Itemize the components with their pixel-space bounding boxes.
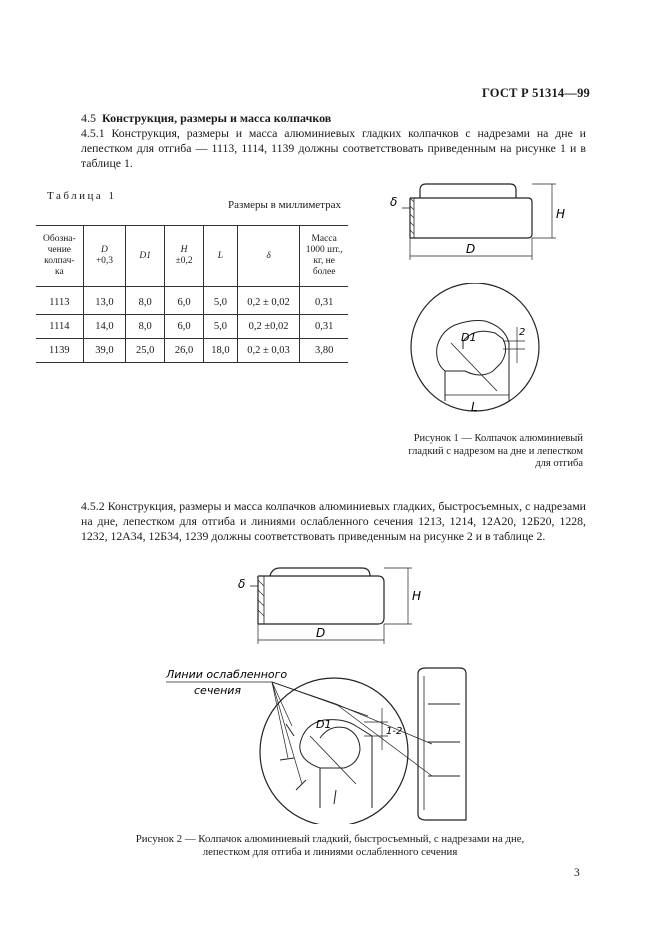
table-cell: 0,2 ± 0,03 — [237, 339, 300, 363]
table-cell: 1114 — [36, 315, 83, 339]
document-header: ГОСТ Р 51314—99 — [481, 86, 590, 100]
table-cell: 26,0 — [165, 339, 204, 363]
page-number: 3 — [574, 867, 580, 879]
table-cell: 5,0 — [204, 315, 238, 339]
table-cell: 0,31 — [300, 287, 348, 315]
figure-2-caption: Рисунок 2 — Колпачок алюминиевый гладкий, быстросъемный, с надрезами на дне, лепестком для отгиба и линиями ослабленного сечения — [135, 833, 525, 858]
fig2-h-label: H — [412, 589, 422, 603]
header-d: D +0,3 — [83, 226, 125, 287]
table-cell: 6,0 — [165, 287, 204, 315]
fig2-weak-lines-label-1: Линии ослабленного — [166, 668, 288, 681]
section-heading — [81, 111, 331, 126]
table-cell: 0,2 ± 0,02 — [237, 287, 300, 315]
header-delta: δ — [237, 226, 300, 287]
table-row — [36, 315, 348, 339]
fig2-weak-lines-label-2: сечения — [194, 684, 242, 697]
table-cell: 14,0 — [83, 315, 125, 339]
table-cell: 5,0 — [204, 287, 238, 315]
table-cell: 3,80 — [300, 339, 348, 363]
table-cell: 1139 — [36, 339, 83, 363]
figure-1-caption: Рисунок 1 — Колпачок алюминиевый гладкий с надрезом на дне и лепестком для отгиба — [408, 433, 583, 469]
table-cell: 8,0 — [126, 315, 165, 339]
table-units: Размеры в миллиметрах — [228, 199, 341, 211]
table-cell: 0,2 ±0,02 — [237, 315, 300, 339]
fig1-d1-label: D1 — [461, 331, 477, 344]
table-cell: 6,0 — [165, 315, 204, 339]
header-mass: Масса 1000 шт., кг, не более — [300, 226, 348, 287]
figure-2-side-view — [232, 560, 432, 648]
table-cell: 13,0 — [83, 287, 125, 315]
table-caption: Таблица 1 — [47, 190, 117, 202]
section-number: 4.5 — [81, 111, 96, 125]
table-row — [36, 287, 348, 315]
fig2-d1-label: D1 — [316, 718, 332, 731]
fig2-delta-label: δ — [238, 577, 246, 591]
header-h: H ±0,2 — [165, 226, 204, 287]
fig2-one-two-label: 1-2 — [386, 726, 403, 737]
fig1-d-label: D — [466, 242, 476, 256]
fig1-two-label: 2 — [519, 327, 526, 338]
fig1-delta-label: δ — [390, 195, 398, 209]
figure-1-side-view — [380, 176, 580, 266]
table-cell: 39,0 — [83, 339, 125, 363]
table-cell: 1113 — [36, 287, 83, 315]
paragraph-4-5-2: 4.5.2 Конструкция, размеры и масса колпачков алюминиевых гладких, быстросъемных, с надрезами на дне, лепестком для отгиба и линиями ослабленного сечения 1213, 1214, 12А20, 12Б20, 1228, 1232, 12А34, 12Б34, 1239 должны соответствовать приведенным на рисунке 2 и в таблице 2. — [81, 499, 586, 543]
fig1-h-label: H — [556, 207, 566, 221]
header-d1: D1 — [126, 226, 165, 287]
header-l: L — [204, 226, 238, 287]
table-cell: 8,0 — [126, 287, 165, 315]
header-designation: Обозна- чение колпач- ка — [36, 226, 83, 287]
section-title: Конструкция, размеры и масса колпачков — [102, 111, 332, 125]
table-header-row — [36, 226, 348, 287]
figure-2-top-view — [160, 664, 480, 824]
table-cell: 25,0 — [126, 339, 165, 363]
table-row — [36, 339, 348, 363]
fig1-l-label: L — [471, 400, 478, 414]
paragraph-4-5-1: 4.5.1 Конструкция, размеры и масса алюминиевых гладких колпачков с надрезами на дне и лепестком для отгиба — 1113, 1114, 1139 должны соответствовать приведенным на рисунке 1 и в таблице 1. — [81, 126, 586, 170]
table-cell: 0,31 — [300, 315, 348, 339]
table-1 — [36, 225, 348, 363]
figure-1-top-view — [395, 283, 575, 423]
fig2-d-label: D — [316, 626, 326, 640]
table-cell: 18,0 — [204, 339, 238, 363]
